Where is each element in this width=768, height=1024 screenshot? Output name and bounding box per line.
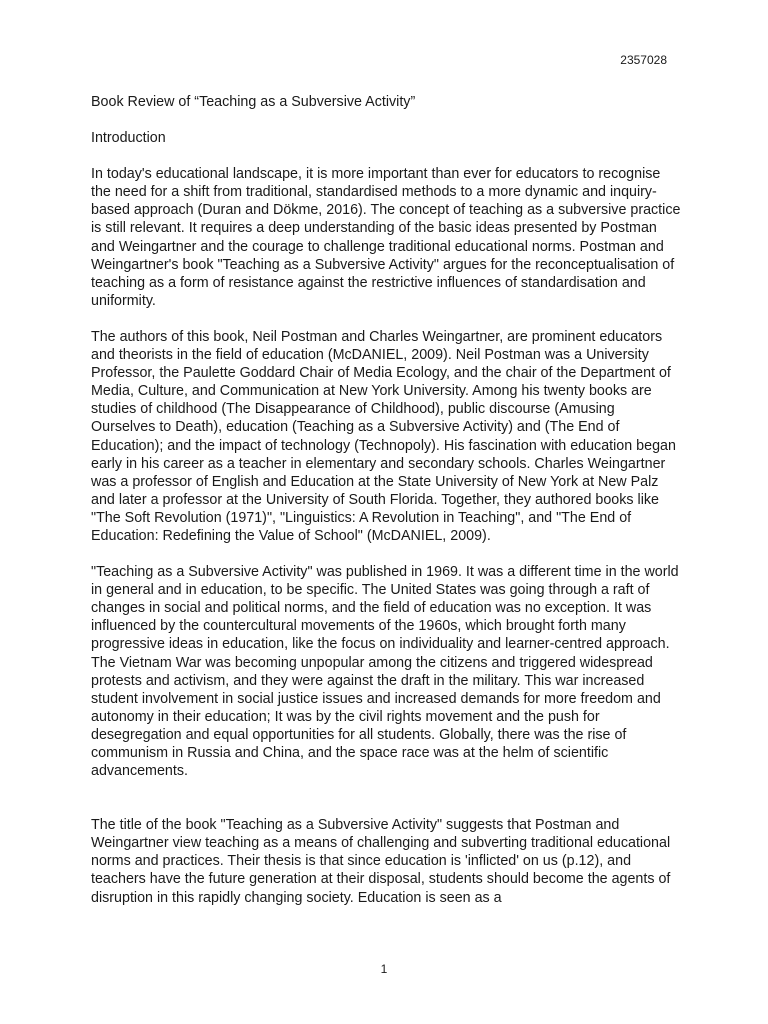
section-heading-introduction: Introduction (91, 130, 166, 147)
paragraph-1: In today's educational landscape, it is more important than ever for educators to recognise the need for a shift from traditional, standardised methods to a more dynamic and inquiry-based approach (Duran and Dökme, 2016). The concept of teaching as a subversive practice is still relevant. It requires a deep understanding of the basic ideas presented by Postman and Weingartner and the courage to challenge traditional educational norms. Postman and Weingartner's book "Teaching as a Subversive Activity" argues for the reconceptualisation of teaching as a form of resistance against the restrictive influences of standardisation and uniformity. (91, 166, 681, 309)
paragraph-3: "Teaching as a Subversive Activity" was published in 1969. It was a different time in the world in general and in education, to be specific. The United States was going through a raft of changes in social and political norms, and the field of education was no exception. It was influenced by the countercultural movements of the 1960s, which brought forth many progressive ideas in education, like the focus on individuality and learner-centred approach. The Vietnam War was becoming unpopular among the citizens and triggered widespread protests and activism, and they were against the draft in the military. This war increased student involvement in social justice issues and increased demands for more freedom and autonomy in their education; It was by the civil rights movement and the push for desegregation and equal opportunities for all students. Globally, there was the rise of communism in Russia and China, and the space race was at the helm of scientific advancements. (91, 564, 679, 780)
document-body (91, 93, 681, 925)
paragraph-2: The authors of this book, Neil Postman and Charles Weingartner, are prominent educators and theorists in the field of education (McDANIEL, 2009). Neil Postman was a University Professor, the Paulette Goddard Chair of Media Ecology, and the chair of the Department of Media, Culture, and Communication at New York University. Among his twenty books are studies of childhood (The Disappearance of Childhood), public discourse (Amusing Ourselves to Death), education (Teaching as a Subversive Activity) and (The End of Education); and the impact of technology (Technopoly). His fascination with education began early in his career as a teacher in elementary and secondary schools. Charles Weingartner was a professor of English and Education at the State University of New York at New Palz and later a professor at the University of South Florida. Together, they authored books like "The Soft Revolution (1971)", "Linguistics: A Revolution in Teaching", and "The End of Education: Redefining the Value of School" (McDANIEL, 2009). (91, 328, 676, 544)
page-number: 1 (380, 962, 388, 976)
document-title: Book Review of “Teaching as a Subversive Activity” (91, 94, 416, 110)
student-id: 2357028 (620, 53, 667, 67)
paragraph-4: The title of the book "Teaching as a Subversive Activity" suggests that Postman and Weingartner view teaching as a means of challenging and subverting traditional educational norms and practices. Their thesis is that since education is 'inflicted' on us (p.12), and teachers have the future generation at their disposal, students should become the agents of disruption in this rapidly changing society. Education is seen as a (91, 817, 671, 906)
